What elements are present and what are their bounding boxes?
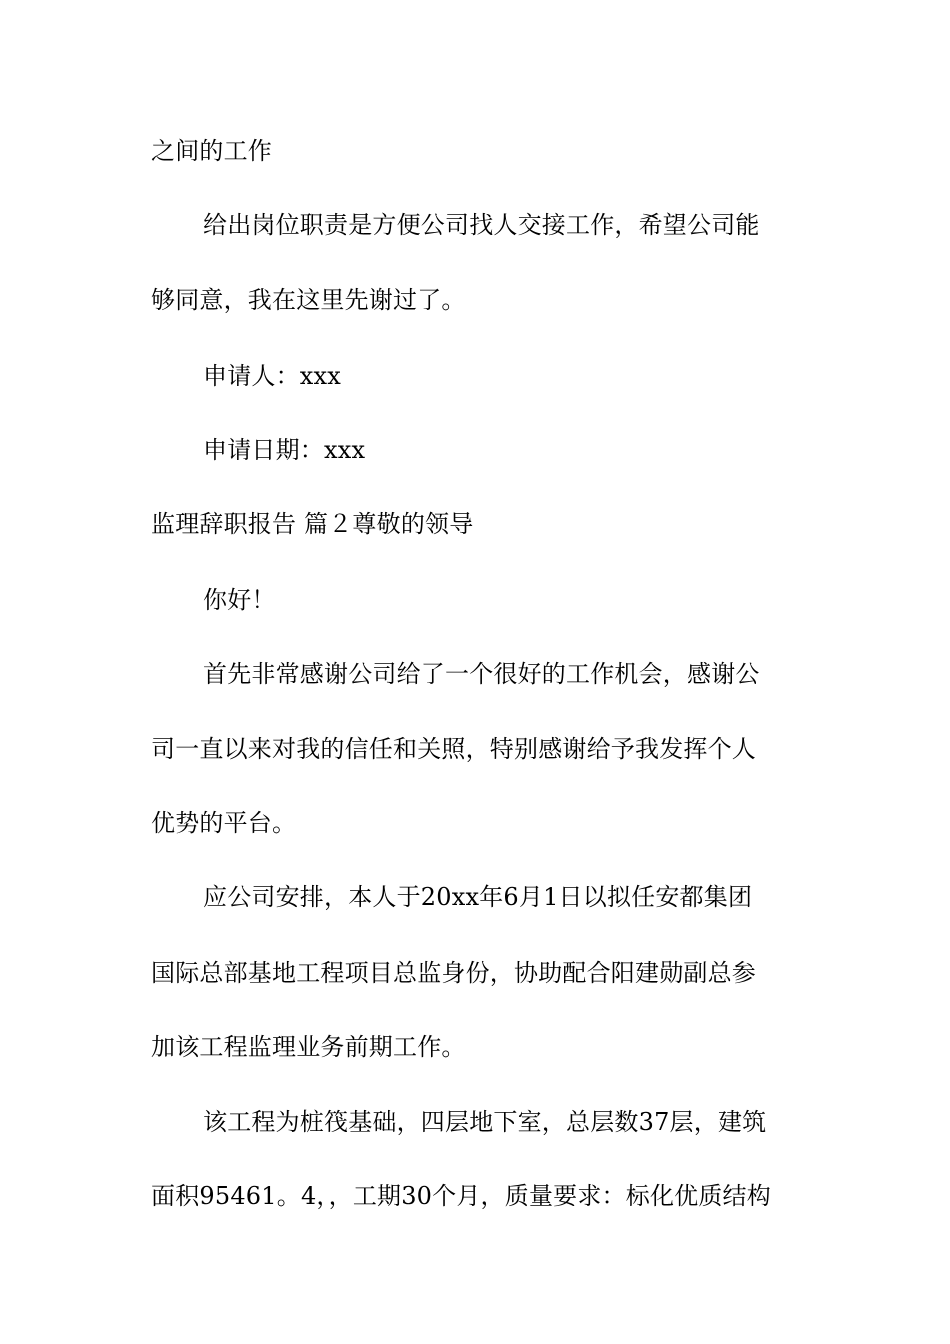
text-line: 之间的工作	[151, 137, 272, 165]
paragraph-first-line: 应公司安排，本人于20xx年6月1日以拟任安都集团	[203, 883, 753, 911]
paragraph-first-line: 首先非常感谢公司给了一个很好的工作机会，感谢公	[203, 660, 760, 688]
text-line: 国际总部基地工程项目总监身份，协助配合阳建勋副总参	[151, 959, 756, 987]
text-line: 司一直以来对我的信任和关照，特别感谢给予我发挥个人	[151, 735, 756, 763]
text-line: 够同意，我在这里先谢过了。	[151, 286, 466, 314]
paragraph-first-line: 该工程为桩筏基础，四层地下室，总层数37层，建筑	[203, 1108, 767, 1136]
text-line: 面积95461。4，，工期30个月，质量要求：标化优质结构	[151, 1182, 771, 1210]
greeting-line: 你好！	[203, 586, 276, 614]
application-date-line: 申请日期：xxx	[203, 436, 366, 464]
text-line: 优势的平台。	[151, 809, 297, 837]
text-line: 加该工程监理业务前期工作。	[151, 1033, 466, 1061]
section-heading: 监理辞职报告 篇２尊敬的领导	[151, 510, 474, 538]
paragraph-first-line: 给出岗位职责是方便公司找人交接工作，希望公司能	[203, 211, 760, 239]
applicant-line: 申请人：xxx	[203, 362, 342, 390]
